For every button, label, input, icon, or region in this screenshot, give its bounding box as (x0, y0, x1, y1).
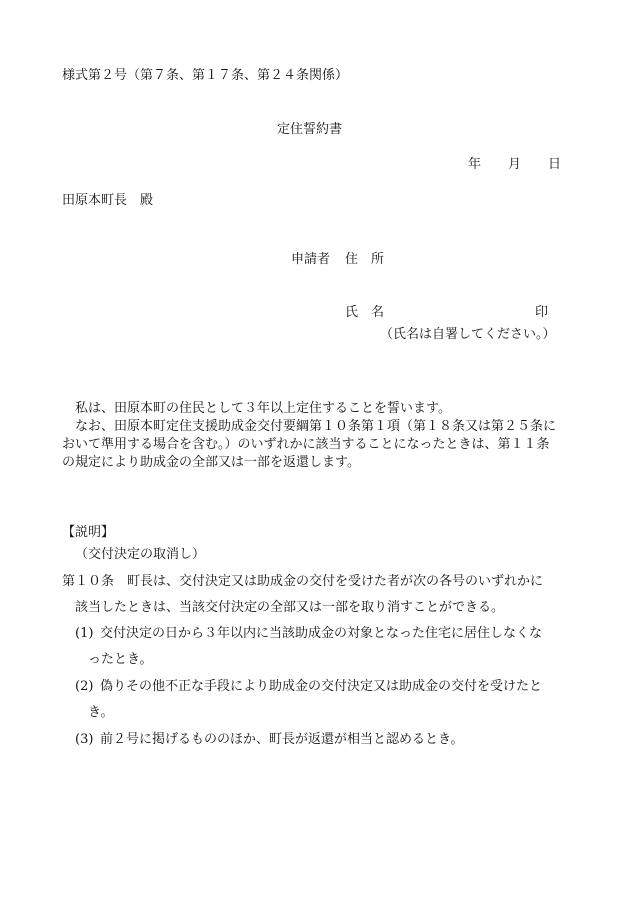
applicant-label: 申請者 (291, 252, 331, 267)
date-month-label: 月 (508, 157, 522, 172)
item-3-line-1: 前２号に掲げるもののほか、町長が返還が相当と認めるとき。 (100, 732, 464, 747)
article-line-2: 該当したときは、当該交付決定の全部又は一部を取り消すことができる。 (75, 600, 505, 615)
explanation-heading: 【説明】 (62, 525, 115, 540)
document-title: 定住誓約書 (277, 122, 343, 137)
seal-mark: 印 (535, 305, 549, 320)
item-2-line-1: 偽りその他不正な手段により助成金の交付決定又は助成金の交付を受けたと (100, 679, 543, 694)
form-header: 様式第２号（第７条、第１７条、第２４条関係） (62, 68, 349, 83)
date-day-label: 日 (548, 157, 562, 172)
signature-note: （氏名は自署してください。） (380, 327, 556, 342)
item-1-line-1: 交付決定の日から３年以内に当該助成金の対象となった住宅に居住しなくな (100, 626, 543, 641)
item-1-number: (1) (75, 626, 94, 641)
item-3-number: (3) (75, 732, 94, 747)
article-line-1: 第１０条 町長は、交付決定又は助成金の交付を受けた者が次の各号のいずれかに (62, 574, 544, 589)
name-label: 氏 名 (345, 305, 385, 320)
pledge-text (62, 400, 562, 472)
address-label: 住 所 (345, 252, 385, 267)
item-2-line-2: き。 (88, 705, 114, 720)
pledge-line-1: 私は、田原本町の住民として３年以上定住することを誓います。 (62, 401, 451, 416)
addressee: 田原本町長 殿 (62, 193, 154, 208)
pledge-line-2: なお、田原本町定住支援助成金交付要綱第１０条第１項（第１８条又は第２５条において準用する場合を含む。）のいずれかに該当することになったときは、第１１条の規定により助成金の全部又は一部を返還します。 (62, 419, 557, 470)
explanation-subheading: （交付決定の取消し） (75, 547, 206, 562)
item-2-number: (2) (75, 679, 94, 694)
item-1-line-2: ったとき。 (88, 652, 153, 667)
date-year-label: 年 (468, 157, 482, 172)
